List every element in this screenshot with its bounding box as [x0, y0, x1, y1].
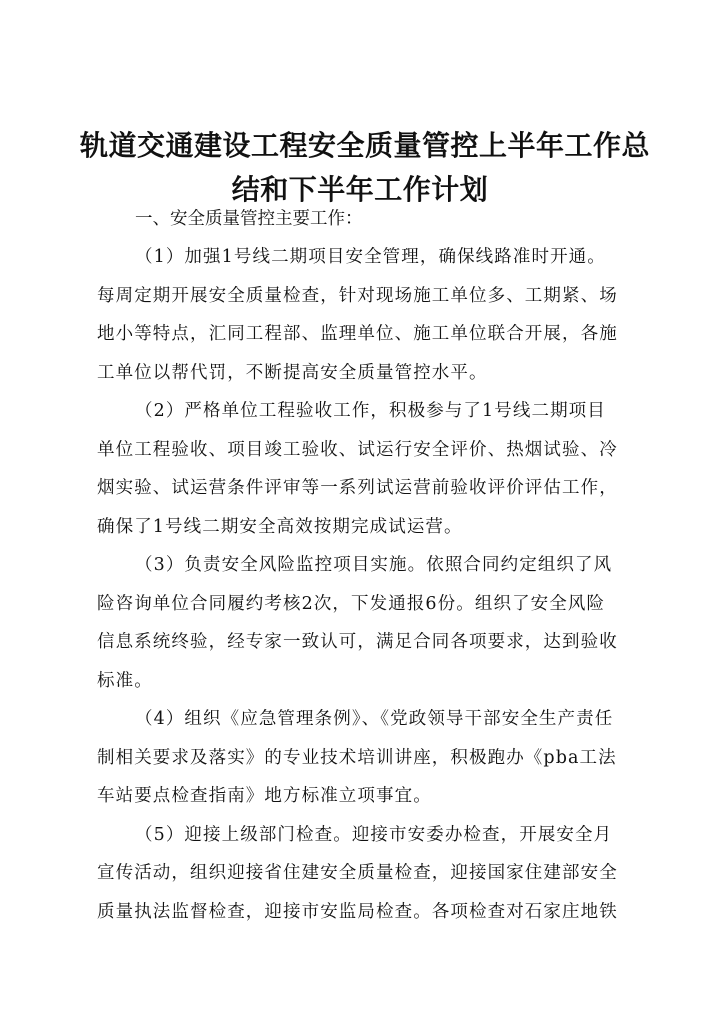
paragraph-5 [97, 816, 642, 932]
paragraph-1 [97, 238, 642, 392]
paragraph-line: 制相关要求及落实》的专业技术培训讲座，积极跑办《pba工法 [97, 747, 617, 768]
document-title [80, 124, 651, 212]
paragraph-line: 车站要点检查指南》地方标准立项事宜。 [97, 786, 432, 806]
paragraph-line: 每周定期开展安全质量检查，针对现场施工单位多、工期紧、场 [97, 285, 618, 306]
paragraph-line: 宣传活动，组织迎接省住建安全质量检查，迎接国家住建部安全 [97, 863, 618, 883]
paragraph-line: （1）加强1号线二期项目安全管理，确保线路准时开通。 [135, 247, 606, 267]
paragraph-line: 质量执法监督检查，迎接市安监局检查。各项检查对石家庄地铁 [97, 901, 618, 922]
paragraph-line: 确保了1号线二期安全高效按期完成试运营。 [97, 516, 463, 537]
paragraph-line: 信息系统终验，经专家一致认可，满足合同各项要求，达到验收 [97, 632, 618, 652]
paragraph-line: 险咨询单位合同履约考核2次，下发通报6份。组织了安全风险 [97, 593, 606, 614]
paragraph-line: 工单位以帮代罚，不断提高安全质量管控水平。 [97, 362, 488, 383]
paragraph-3 [97, 546, 642, 700]
paragraph-line: （4）组织《应急管理条例》、《党政领导干部安全生产责任 [135, 709, 614, 729]
paragraph-line: 烟实验、试运营条件评审等一系列试运营前验收评价评估工作， [97, 478, 618, 498]
paragraph-line: （5）迎接上级部门检查。迎接市安委办检查，开展安全月 [135, 824, 613, 845]
paragraph-line: （3）负责安全风险监控项目实施。依照合同约定组织了风 [135, 555, 613, 575]
paragraph-line: 单位工程验收、项目竣工验收、试运行安全评价、热烟试验、冷 [97, 439, 618, 460]
paragraph-line: 地小等特点，汇同工程部、监理单位、施工单位联合开展，各施 [97, 324, 618, 344]
title-line-2: 结和下半年工作计划 [231, 173, 489, 206]
paragraph-2 [97, 392, 642, 546]
document-body [97, 200, 642, 931]
paragraph-line: （2）严格单位工程验收工作，积极参与了1号线二期项目 [135, 401, 606, 421]
paragraph-line: 标准。 [97, 670, 153, 691]
title-line-1: 轨道交通建设工程安全质量管控上半年工作总 [80, 129, 651, 162]
section-heading: 一、安全质量管控主要工作： [135, 209, 363, 229]
paragraph-4 [97, 700, 642, 816]
